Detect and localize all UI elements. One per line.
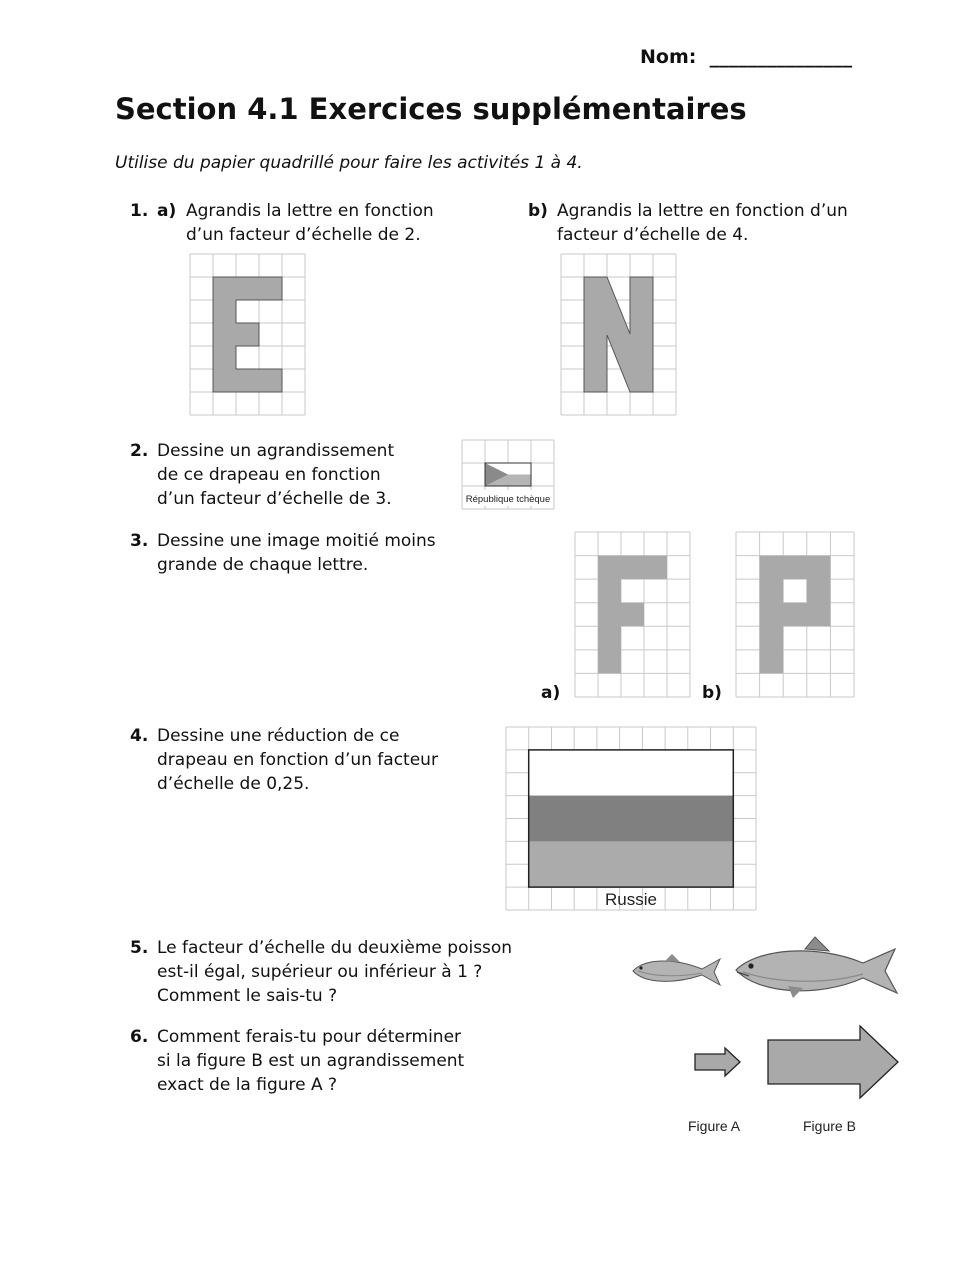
text-line: exact de la figure A ?	[157, 1075, 338, 1095]
text-line: Agrandis la lettre en fonction d’un	[557, 201, 848, 221]
letter-f-shape	[598, 556, 667, 674]
question-text	[157, 1025, 464, 1097]
flag-band-top	[529, 750, 734, 796]
text-line: Le facteur d’échelle du deuxième poisson	[157, 938, 513, 958]
instructions: Utilise du papier quadrillé pour faire les activités 1 à 4.	[115, 153, 583, 173]
text-line: d’échelle de 0,25.	[157, 774, 310, 794]
question-number: 4.	[130, 726, 149, 746]
text-line: Comment le sais-tu ?	[157, 986, 338, 1006]
letter-n-shape	[584, 277, 653, 392]
part-a-text	[186, 199, 434, 247]
text-line: si la figure B est un agrandissement	[157, 1051, 465, 1071]
question-number: 5.	[130, 938, 149, 958]
text-line: Agrandis la lettre en fonction	[186, 201, 434, 221]
flag-band-middle	[529, 796, 734, 842]
question-number: 3.	[130, 531, 149, 551]
figure-a-arrow-icon	[695, 1048, 740, 1076]
small-fish-image	[630, 953, 724, 989]
question-text	[157, 439, 394, 511]
figure-b-arrow-icon	[768, 1026, 898, 1098]
text-line: Comment ferais-tu pour déterminer	[157, 1027, 462, 1047]
name-field-label: Nom: _______________	[640, 46, 853, 68]
flag-caption: République tchèque	[465, 494, 551, 505]
part-b-text	[557, 199, 848, 247]
russia-flag-grid	[506, 727, 756, 910]
letter-p-shape	[760, 556, 831, 674]
letter-f-grid	[575, 532, 690, 697]
part-a-label: a)	[541, 683, 561, 703]
text-line: drapeau en fonction d’un facteur	[157, 750, 438, 770]
czech-flag-grid	[462, 440, 554, 509]
question-number: 6.	[130, 1027, 149, 1047]
text-line: d’un facteur d’échelle de 2.	[186, 225, 421, 245]
letter-n-grid	[561, 254, 676, 415]
large-fish-image	[733, 936, 901, 1002]
flag-caption: Russie	[605, 890, 657, 909]
question-number: 2.	[130, 441, 149, 461]
text-line: d’un facteur d’échelle de 3.	[157, 489, 392, 509]
figure-b-label: Figure B	[803, 1118, 856, 1134]
text-line: Dessine un agrandissement	[157, 441, 395, 461]
text-line: de ce drapeau en fonction	[157, 465, 381, 485]
question-text	[157, 936, 512, 1008]
text-line: Dessine une image moitié moins	[157, 531, 436, 551]
flag-band-bottom	[529, 841, 734, 887]
question-text	[157, 724, 438, 796]
letter-e-shape	[213, 277, 282, 392]
question-text	[157, 529, 436, 577]
part-b-label: b)	[528, 201, 548, 221]
page-title: Section 4.1 Exercices supplémentaires	[115, 92, 747, 126]
part-a-label: a)	[157, 201, 177, 221]
text-line: est-il égal, supérieur ou inférieur à 1 ?	[157, 962, 483, 982]
letter-e-grid	[190, 254, 305, 415]
arrow-figures	[680, 1024, 910, 1136]
text-line: grande de chaque lettre.	[157, 555, 369, 575]
text-line: facteur d’échelle de 4.	[557, 225, 749, 245]
figure-a-label: Figure A	[688, 1118, 741, 1134]
letter-p-grid	[736, 532, 854, 697]
text-line: Dessine une réduction de ce	[157, 726, 400, 746]
question-number: 1.	[130, 201, 149, 221]
part-b-label: b)	[702, 683, 722, 703]
